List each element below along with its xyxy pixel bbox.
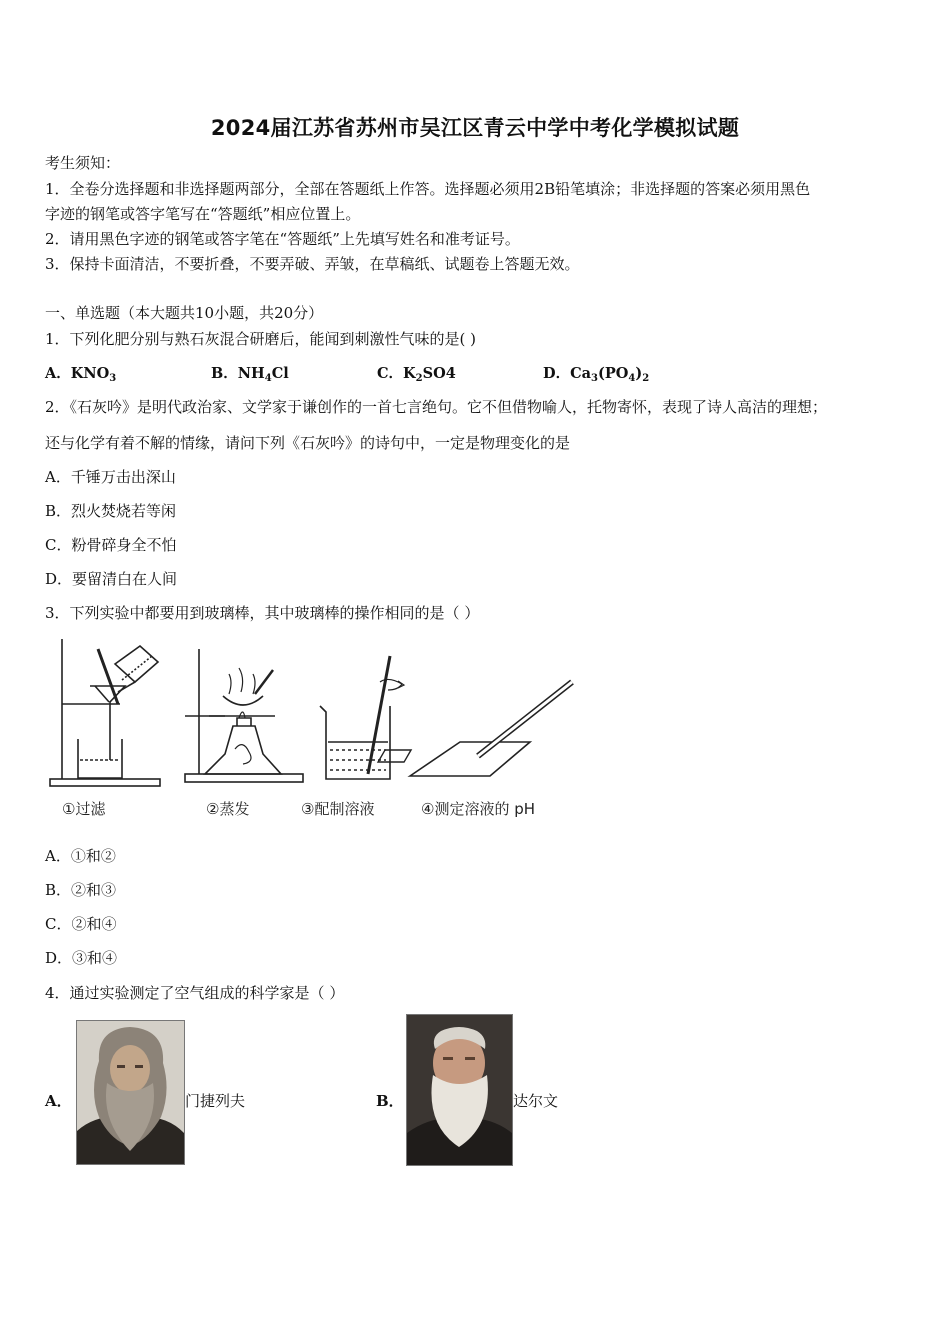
q3-option-a: A．①和② (45, 847, 116, 865)
q4-stem: 4．通过实验测定了空气组成的科学家是（ ） (45, 984, 345, 1002)
notice-line-2: 字迹的钢笔或答字笔写在“答题纸”相应位置上。 (45, 205, 361, 223)
q1-option-a: A．$KNO_3$ (45, 365, 117, 384)
q1-stem: 1．下列化肥分别与熟石灰混合研磨后，能闻到刺激性气味的是( ) (45, 330, 477, 348)
q3-apparatus-figure (40, 634, 600, 794)
q2-option-a: A．千锤万击出深山 (45, 468, 176, 486)
q4-option-b-name: 达尔文 (513, 1092, 559, 1110)
section-heading: 一、单选题（本大题共10小题，共20分） (45, 304, 324, 322)
q1-option-c: C．$K_2SO4$ (377, 365, 456, 384)
page-title: 2024届江苏省苏州市吴江区青云中学中考化学模拟试题 (210, 116, 740, 140)
q3-option-c: C．②和④ (45, 915, 117, 933)
notice-line-4: 3．保持卡面清洁，不要折叠，不要弄破、弄皱，在草稿纸、试题卷上答题无效。 (45, 255, 580, 273)
notice-line-3: 2．请用黑色字迹的钢笔或答字笔在“答题纸”上先填写姓名和准考证号。 (45, 230, 520, 248)
q3-option-d: D．③和④ (45, 949, 118, 967)
q1-option-d: D．$Ca_3(PO_4)_2$ (543, 365, 650, 384)
q2-option-b: B．烈火焚烧若等闲 (45, 502, 177, 520)
q2-option-d: D．要留清白在人间 (45, 570, 178, 588)
portrait-darwin (406, 1014, 513, 1166)
q1-option-b: B．$NH_4Cl$ (211, 365, 289, 384)
q3-option-b: B．②和③ (45, 881, 117, 899)
q4-option-a-name: 门捷列夫 (185, 1092, 246, 1110)
filtration-apparatus (50, 639, 160, 786)
q4-option-a-letter: A． (45, 1092, 72, 1110)
q4-option-b-letter: B． (376, 1092, 404, 1110)
q3-caption-ph: ④测定溶液的 pH (421, 800, 536, 818)
q3-stem: 3．下列实验中都要用到玻璃棒，其中玻璃棒的操作相同的是（ ） (45, 604, 480, 622)
q3-caption-filtration: ①过滤 (62, 800, 106, 818)
q3-caption-dissolving: ③配制溶液 (301, 800, 375, 818)
q3-caption-evaporation: ②蒸发 (206, 800, 250, 818)
q2-stem-line-2: 还与化学有着不解的情缘，请问下列《石灰吟》的诗句中，一定是物理变化的是 (45, 434, 571, 452)
q2-option-c: C．粉骨碎身全不怕 (45, 536, 177, 554)
notice-line-1: 1．全卷分选择题和非选择题两部分，全部在答题纸上作答。选择题必须用2B铅笔填涂；非选择题的答案必须用黑色 (45, 180, 811, 198)
notice-heading: 考生须知： (45, 154, 121, 172)
ph-test-apparatus (378, 682, 572, 776)
portrait-mendeleev (76, 1020, 185, 1165)
q2-stem-line-1: 2．《石灰吟》是明代政治家、文学家于谦创作的一首七言绝句。它不但借物喻人，托物寄怀，表现了诗人高洁的理想； (45, 398, 828, 416)
dissolving-apparatus (320, 656, 404, 779)
evaporation-apparatus (185, 649, 303, 782)
